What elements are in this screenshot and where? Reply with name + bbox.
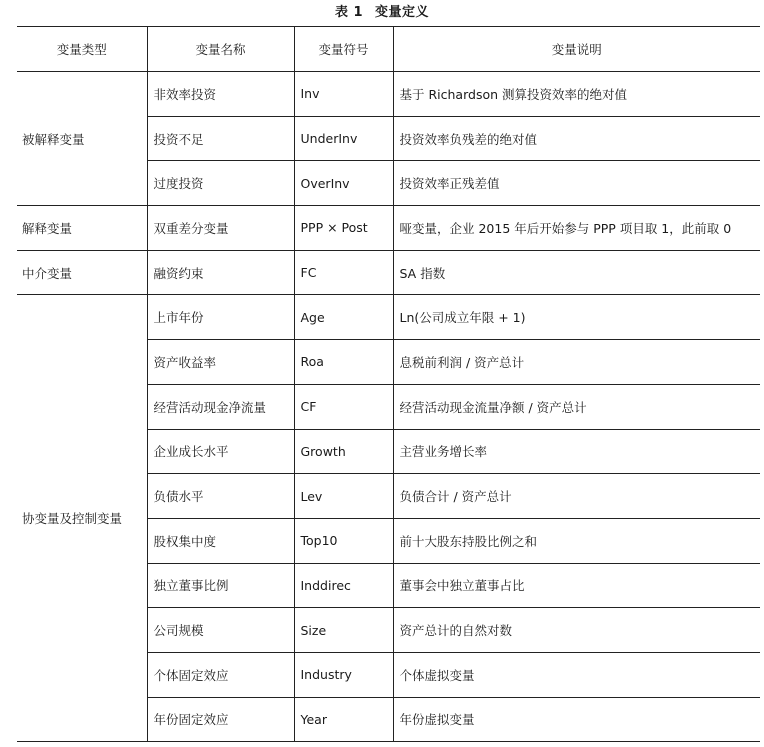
variable-symbol-cell: Year — [294, 697, 393, 742]
table-title: 变量定义 — [375, 5, 430, 20]
table-caption — [0, 0, 764, 26]
variable-name-cell: 公司规模 — [147, 608, 294, 653]
table-row — [17, 250, 760, 295]
header-variable-type: 变量类型 — [17, 27, 147, 72]
variable-description-cell: 资产总计的自然对数 — [393, 608, 760, 653]
variable-symbol-cell: Inv — [294, 72, 393, 117]
variable-symbol-cell: Age — [294, 295, 393, 340]
variable-symbol-cell: FC — [294, 250, 393, 295]
variable-name-cell: 股权集中度 — [147, 518, 294, 563]
variable-description-cell: 经营活动现金流量净额 / 资产总计 — [393, 384, 760, 429]
variable-description-cell: 董事会中独立董事占比 — [393, 563, 760, 608]
variable-name-cell: 上市年份 — [147, 295, 294, 340]
variable-description-cell: 年份虚拟变量 — [393, 697, 760, 742]
variable-symbol-cell: Size — [294, 608, 393, 653]
variable-description-cell: 主营业务增长率 — [393, 429, 760, 474]
variable-type-cell: 协变量及控制变量 — [17, 295, 147, 742]
header-row — [17, 27, 760, 72]
variable-name-cell: 年份固定效应 — [147, 697, 294, 742]
variable-definition-table — [17, 26, 760, 742]
variable-symbol-cell: CF — [294, 384, 393, 429]
variable-symbol-cell: PPP × Post — [294, 206, 393, 251]
table-body — [17, 72, 760, 742]
variable-name-cell: 融资约束 — [147, 250, 294, 295]
variable-description-cell: 负债合计 / 资产总计 — [393, 474, 760, 519]
variable-symbol-cell: Roa — [294, 340, 393, 385]
variable-name-cell: 经营活动现金净流量 — [147, 384, 294, 429]
variable-description-cell: 投资效率正残差值 — [393, 161, 760, 206]
variable-name-cell: 非效率投资 — [147, 72, 294, 117]
variable-description-cell: Ln(公司成立年限 + 1) — [393, 295, 760, 340]
variable-description-cell: 投资效率负残差的绝对值 — [393, 116, 760, 161]
variable-description-cell: 前十大股东持股比例之和 — [393, 518, 760, 563]
variable-description-cell: 息税前利润 / 资产总计 — [393, 340, 760, 385]
variable-name-cell: 投资不足 — [147, 116, 294, 161]
variable-type-cell: 被解释变量 — [17, 72, 147, 206]
table-row — [17, 295, 760, 340]
table-row — [17, 72, 760, 117]
header-variable-symbol: 变量符号 — [294, 27, 393, 72]
header-variable-name: 变量名称 — [147, 27, 294, 72]
variable-description-cell: 哑变量，企业 2015 年后开始参与 PPP 项目取 1，此前取 0 — [393, 206, 760, 251]
variable-name-cell: 双重差分变量 — [147, 206, 294, 251]
variable-symbol-cell: Top10 — [294, 518, 393, 563]
variable-name-cell: 资产收益率 — [147, 340, 294, 385]
variable-description-cell: 个体虚拟变量 — [393, 652, 760, 697]
variable-description-cell: SA 指数 — [393, 250, 760, 295]
variable-name-cell: 独立董事比例 — [147, 563, 294, 608]
variable-name-cell: 个体固定效应 — [147, 652, 294, 697]
variable-symbol-cell: Growth — [294, 429, 393, 474]
variable-symbol-cell: OverInv — [294, 161, 393, 206]
variable-symbol-cell: Inddirec — [294, 563, 393, 608]
table-header — [17, 27, 760, 72]
variable-symbol-cell: Lev — [294, 474, 393, 519]
variable-description-cell: 基于 Richardson 测算投资效率的绝对值 — [393, 72, 760, 117]
variable-name-cell: 企业成长水平 — [147, 429, 294, 474]
variable-symbol-cell: Industry — [294, 652, 393, 697]
header-variable-description: 变量说明 — [393, 27, 760, 72]
variable-type-cell: 中介变量 — [17, 250, 147, 295]
table-row — [17, 206, 760, 251]
variable-name-cell: 过度投资 — [147, 161, 294, 206]
table-number: 表 1 — [334, 5, 364, 20]
variable-type-cell: 解释变量 — [17, 206, 147, 251]
variable-name-cell: 负债水平 — [147, 474, 294, 519]
variable-symbol-cell: UnderInv — [294, 116, 393, 161]
